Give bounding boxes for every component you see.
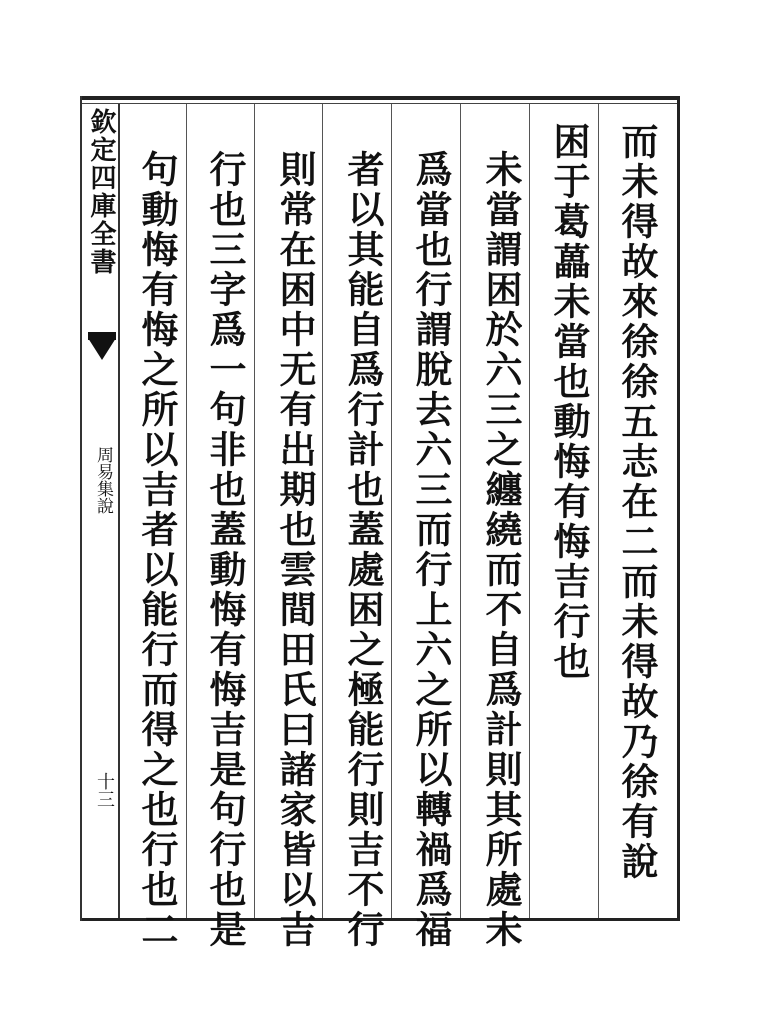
frame-top-border: [80, 96, 680, 100]
column-separator: [322, 104, 323, 918]
column-separator: [529, 104, 530, 918]
text-column-6: 則常在困中无有出期也雲間田氏曰諸家皆以吉: [273, 150, 317, 950]
frame-right-border: [677, 96, 680, 921]
page-number: 十三: [94, 772, 115, 808]
collection-title: 欽定四庫全書: [86, 108, 116, 276]
margin-rule: [118, 104, 120, 918]
column-separator: [391, 104, 392, 918]
text-column-8: 句動悔有悔之所以吉者以能行而得之也行也二: [135, 150, 179, 950]
text-column-5: 者以其能自爲行計也蓋處困之極能行則吉不行: [341, 150, 385, 950]
frame-top-inner-border: [80, 103, 680, 104]
column-separator: [254, 104, 255, 918]
fish-tail-icon: [88, 338, 116, 360]
text-column-2: 困于葛藟未當也動悔有悔吉行也: [547, 122, 591, 682]
column-separator: [460, 104, 461, 918]
book-title: 周易集說: [93, 446, 113, 514]
column-separator: [598, 104, 599, 918]
column-separator: [186, 104, 187, 918]
text-column-4: 爲當也行謂脫去六三而行上六之所以轉禍爲福: [409, 150, 453, 950]
text-column-1: 而未得故來徐徐五志在二而未得故乃徐有說: [615, 122, 659, 882]
text-column-7: 行也三字爲一句非也蓋動悔有悔吉是句行也是: [203, 150, 247, 950]
text-column-3: 未當謂困於六三之纏繞而不自爲計則其所處未: [479, 150, 523, 950]
